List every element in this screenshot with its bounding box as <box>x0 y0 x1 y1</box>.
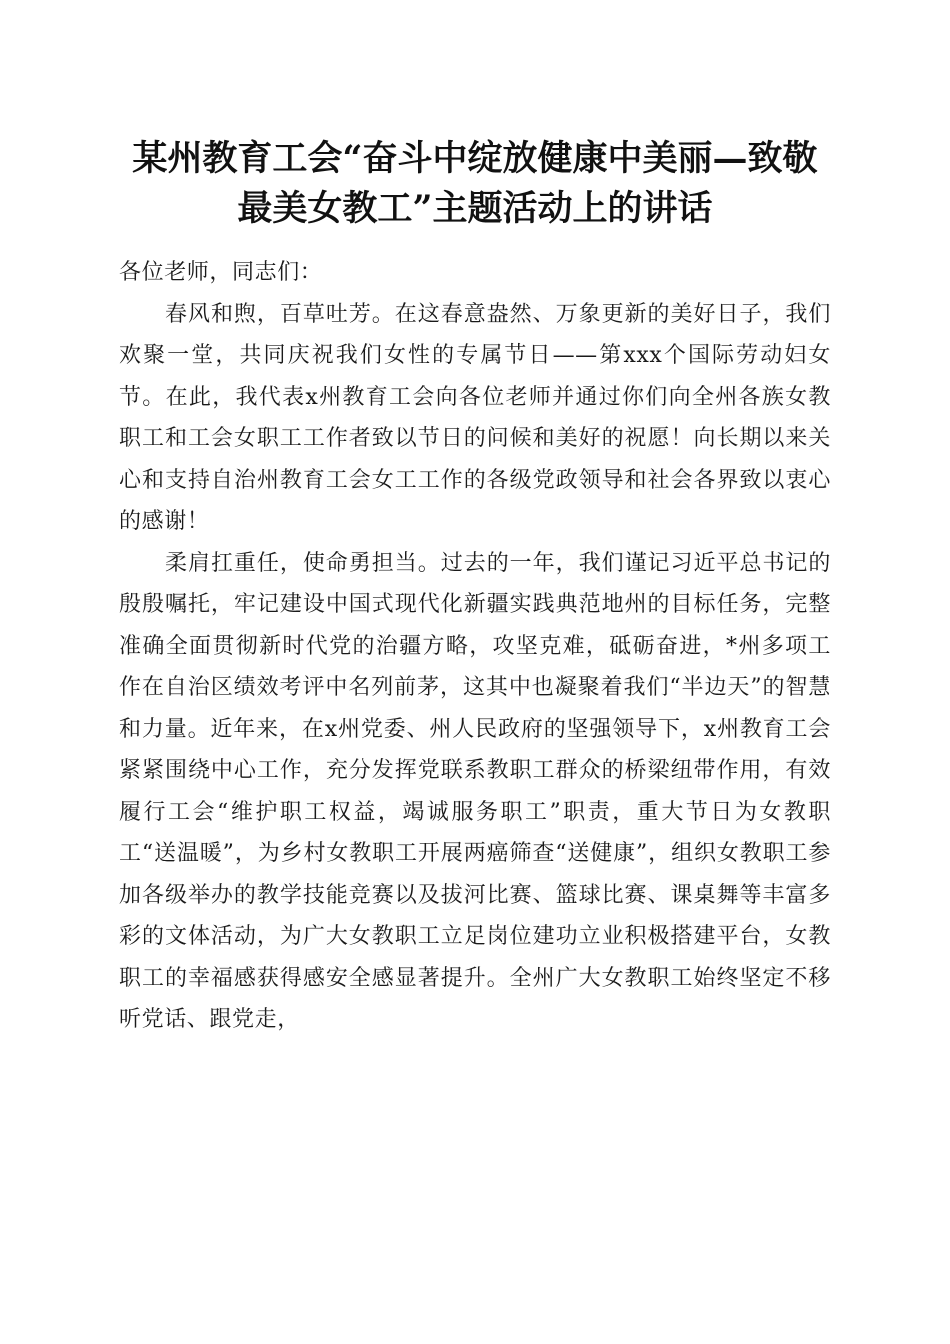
document-title-line-1: 某州教育工会“奋斗中绽放健康中美丽—致敬 <box>132 138 818 179</box>
document-body <box>119 252 831 1041</box>
document-title-line-2: 最美女教工”主题活动上的讲话 <box>237 188 713 229</box>
paragraph-1: 春风和煦，百草吐芳。在这春意盎然、万象更新的美好日子，我们欢聚一堂，共同庆祝我们女性的专属节日——第xxx个国际劳动妇女节。在此，我代表x州教育工会向各位老师并通过你们向全州各族女教职工和工会女职工工作者致以节日的问候和美好的祝愿！向长期以来关心和支持自治州教育工会女工工作的各级党政领导和社会各界致以衷心的感谢！ <box>119 301 831 534</box>
paragraph-2: 柔肩扛重任，使命勇担当。过去的一年，我们谨记习近平总书记的殷殷嘱托，牢记建设中国式现代化新疆实践典范地州的目标任务，完整准确全面贯彻新时代党的治疆方略，攻坚克难，砥砺奋进，*州多项工作在自治区绩效考评中名列前茅，这其中也凝聚着我们“半边天”的智慧和力量。近年来，在x州党委、州人民政府的坚强领导下，x州教育工会紧紧围绕中心工作，充分发挥党联系教职工群众的桥梁纽带作用，有效履行工会“维护职工权益，竭诚服务职工”职责，重大节日为女教职工“送温暖”，为乡村女教职工开展两癌筛查“送健康”，组织女教职工参加各级举办的教学技能竞赛以及拔河比赛、篮球比赛、课桌舞等丰富多彩的文体活动，为广大女教职工立足岗位建功立业积极搭建平台，女教职工的幸福感获得感安全感显著提升。全州广大女教职工始终坚定不移听党话、跟党走， <box>119 550 831 1032</box>
greeting: 各位老师，同志们： <box>119 260 323 285</box>
